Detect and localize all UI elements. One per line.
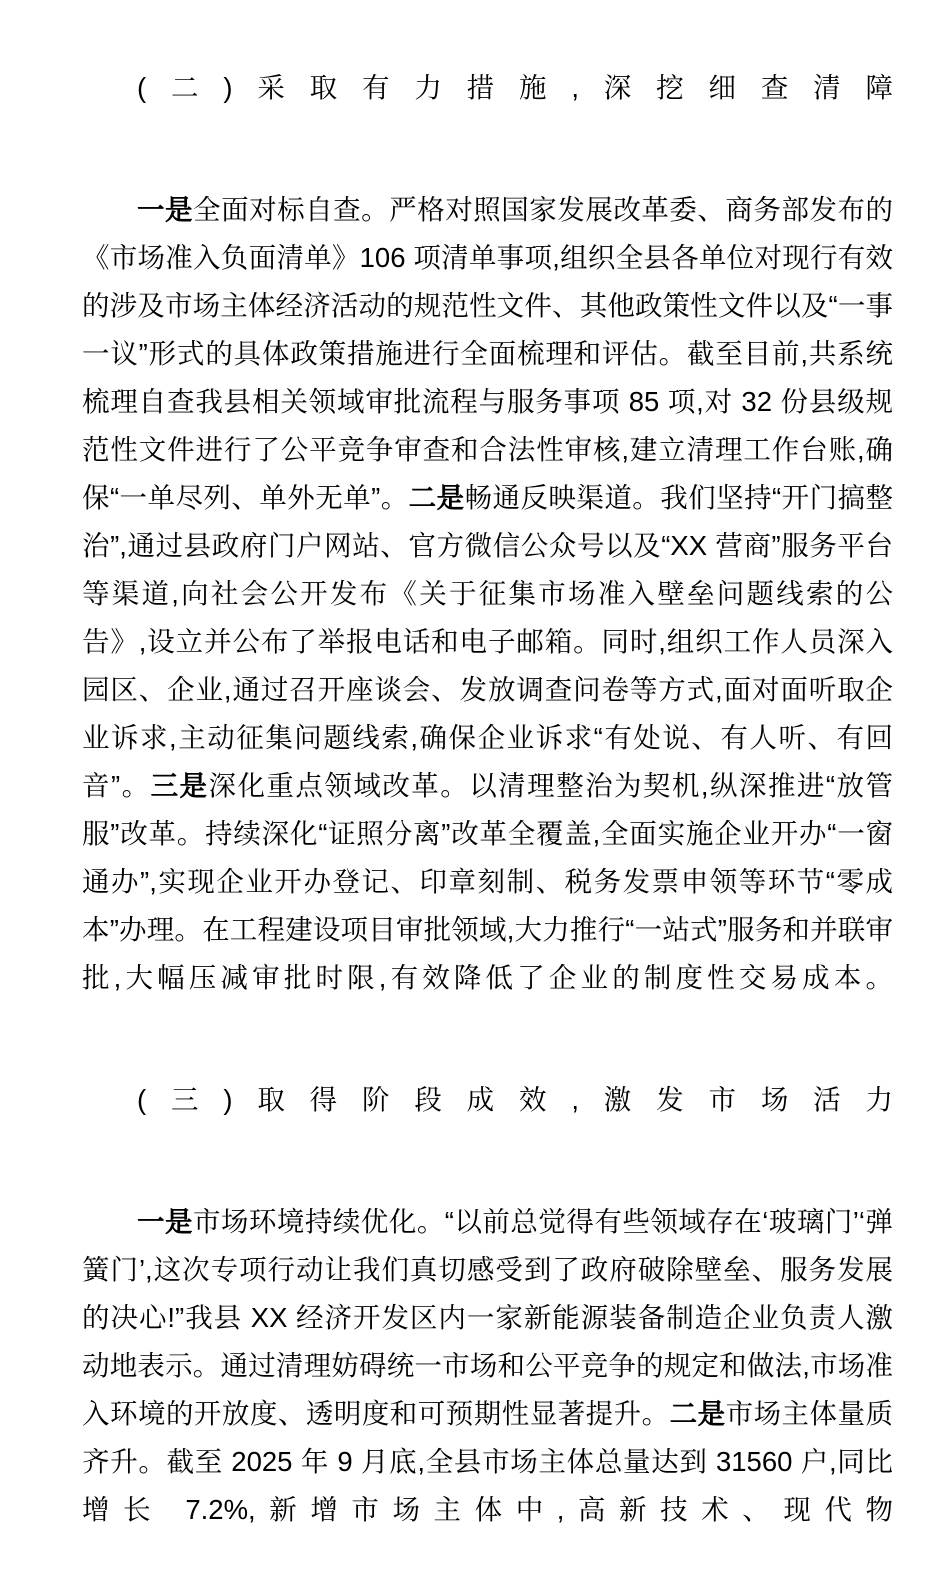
text-run: 畅通反映渠道。我们坚持“开门搞整治”,通过县政府门户网站、官方微信公众号以及“XX 营商”服务平台等渠道,向社会公开发布《关于征集市场准入壁垒问题线索的公告》,设立并公布了举报电话和电子邮箱。同时,组织工作人员深入园区、企业,通过召开座谈会、发放调查问卷等方式,面对面听取企业诉求,主动征集问题线索,确保企业诉求“有处说、有人听、有回音”。 bbox=[82, 482, 893, 801]
text-run: 市场环境持续优化。“以前总觉得有些领域存在‘玻璃门’‘弹簧门’,这次专项行动让我们真切感受到了政府破除壁垒、服务发展的决心!”我县 XX 经济开发区内一家新能源装备制造企业负责人激动地表示。通过清理妨碍统一市场和公平竞争的规定和做法,市场准入环境的开放度、透明度和可预期性显著提升。 bbox=[82, 1206, 894, 1429]
emphasis-marker: 二是 bbox=[669, 1398, 726, 1429]
paragraph-results bbox=[82, 1198, 893, 1582]
emphasis-marker: 一是 bbox=[137, 194, 194, 225]
emphasis-marker: 一是 bbox=[137, 1206, 193, 1237]
paragraph-measures bbox=[82, 186, 893, 1050]
text-run: 深化重点领域改革。以清理整治为契机,纵深推进“放管服”改革。持续深化“证照分离”改革全覆盖,全面实施企业开办“一窗通办”,实现企业开办登记、印章刻制、税务发票申领等环节“零成本”办理。在工程建设项目审批领域,大力推行“一站式”服务和并联审批,大幅压减审批时限,有效降低了企业的制度性交易成本。 bbox=[82, 770, 893, 993]
section-heading-three: (三)取得阶段成效,激发市场活力 bbox=[137, 1084, 893, 1115]
text-run: 市场主体量质齐升。截至 2025 年 9 月底,全县市场主体总量达到 31560 户,同比增长 7.2%,新增市场主体中,高新技术、现代物 bbox=[82, 1398, 894, 1525]
emphasis-marker: 三是 bbox=[150, 770, 209, 801]
document-body bbox=[82, 64, 893, 1582]
emphasis-marker: 二是 bbox=[408, 482, 465, 513]
text-run: 全面对标自查。严格对照国家发展改革委、商务部发布的《市场准入负面清单》106 项清单事项,组织全县各单位对现行有效的涉及市场主体经济活动的规范性文件、其他政策性文件以及“一事一议”形式的具体政策措施进行全面梳理和评估。截至目前,共系统梳理自查我县相关领域审批流程与服务事项 85 项,对 32 份县级规范性文件进行了公平竞争审查和合法性审核,建立清理工作台账,确保“一单尽列、单外无单”。 bbox=[82, 194, 894, 513]
section-heading-two: (二)采取有力措施,深挖细查清障 bbox=[137, 72, 893, 103]
